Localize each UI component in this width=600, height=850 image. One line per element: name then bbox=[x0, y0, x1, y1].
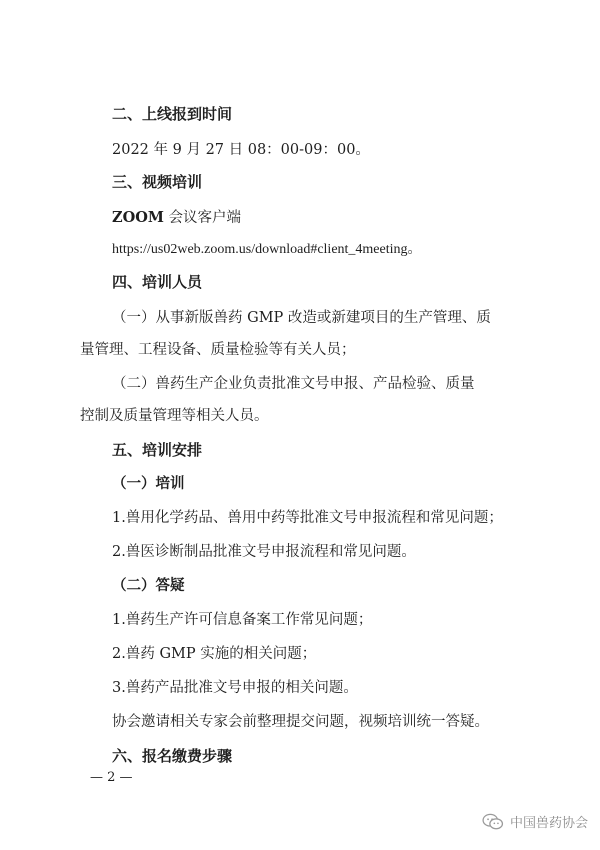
section-6-heading: 六、报名缴费步骤 bbox=[112, 747, 233, 765]
section-2-heading: 二、上线报到时间 bbox=[112, 105, 233, 123]
zoom-client-line bbox=[112, 208, 241, 228]
zoom-client-label: 会议客户端 bbox=[163, 210, 242, 226]
watermark-text: 中国兽药协会 bbox=[509, 816, 588, 831]
trainee-item-2-line-2: 控制及质量管理等相关人员。 bbox=[80, 408, 269, 424]
qa-item-1: 1.兽药生产许可信息备案工作常见问题； bbox=[112, 612, 373, 628]
wechat-icon bbox=[482, 813, 504, 831]
zoom-download-link[interactable]: https://us02web.zoom.us/download#client_4meeting。 bbox=[112, 242, 422, 257]
page-number: — 2 — bbox=[90, 770, 133, 785]
qa-item-3: 3.兽药产品批准文号申报的相关问题。 bbox=[112, 680, 358, 696]
trainee-item-2-line-1: （二）兽药生产企业负责批准文号申报、产品检验、质量 bbox=[112, 376, 475, 392]
section-5-heading: 五、培训安排 bbox=[112, 441, 203, 459]
trainee-item-1-line-1: （一）从事新版兽药 GMP 改造或新建项目的生产管理、质 bbox=[112, 310, 491, 326]
section-4-heading: 四、培训人员 bbox=[112, 273, 203, 291]
training-item-2: 2.兽医诊断制品批准文号申报流程和常见问题。 bbox=[112, 544, 416, 560]
training-subheading: （一）培训 bbox=[112, 476, 185, 492]
section-3-heading: 三、视频培训 bbox=[112, 173, 203, 191]
qa-note: 协会邀请相关专家会前整理提交问题，视频培训统一答疑。 bbox=[112, 714, 489, 730]
training-item-1: 1.兽用化学药品、兽用中药等批准文号申报流程和常见问题； bbox=[112, 510, 503, 526]
wechat-watermark bbox=[482, 812, 588, 831]
trainee-item-1-line-2: 量管理、工程设备、质量检验等有关人员； bbox=[80, 342, 356, 358]
qa-item-2: 2.兽药 GMP 实施的相关问题； bbox=[112, 646, 317, 662]
report-time: 2022 年 9 月 27 日 08：00-09：00。 bbox=[112, 142, 370, 158]
qa-subheading: （二）答疑 bbox=[112, 578, 185, 594]
zoom-brand: ZOOM bbox=[112, 209, 164, 226]
